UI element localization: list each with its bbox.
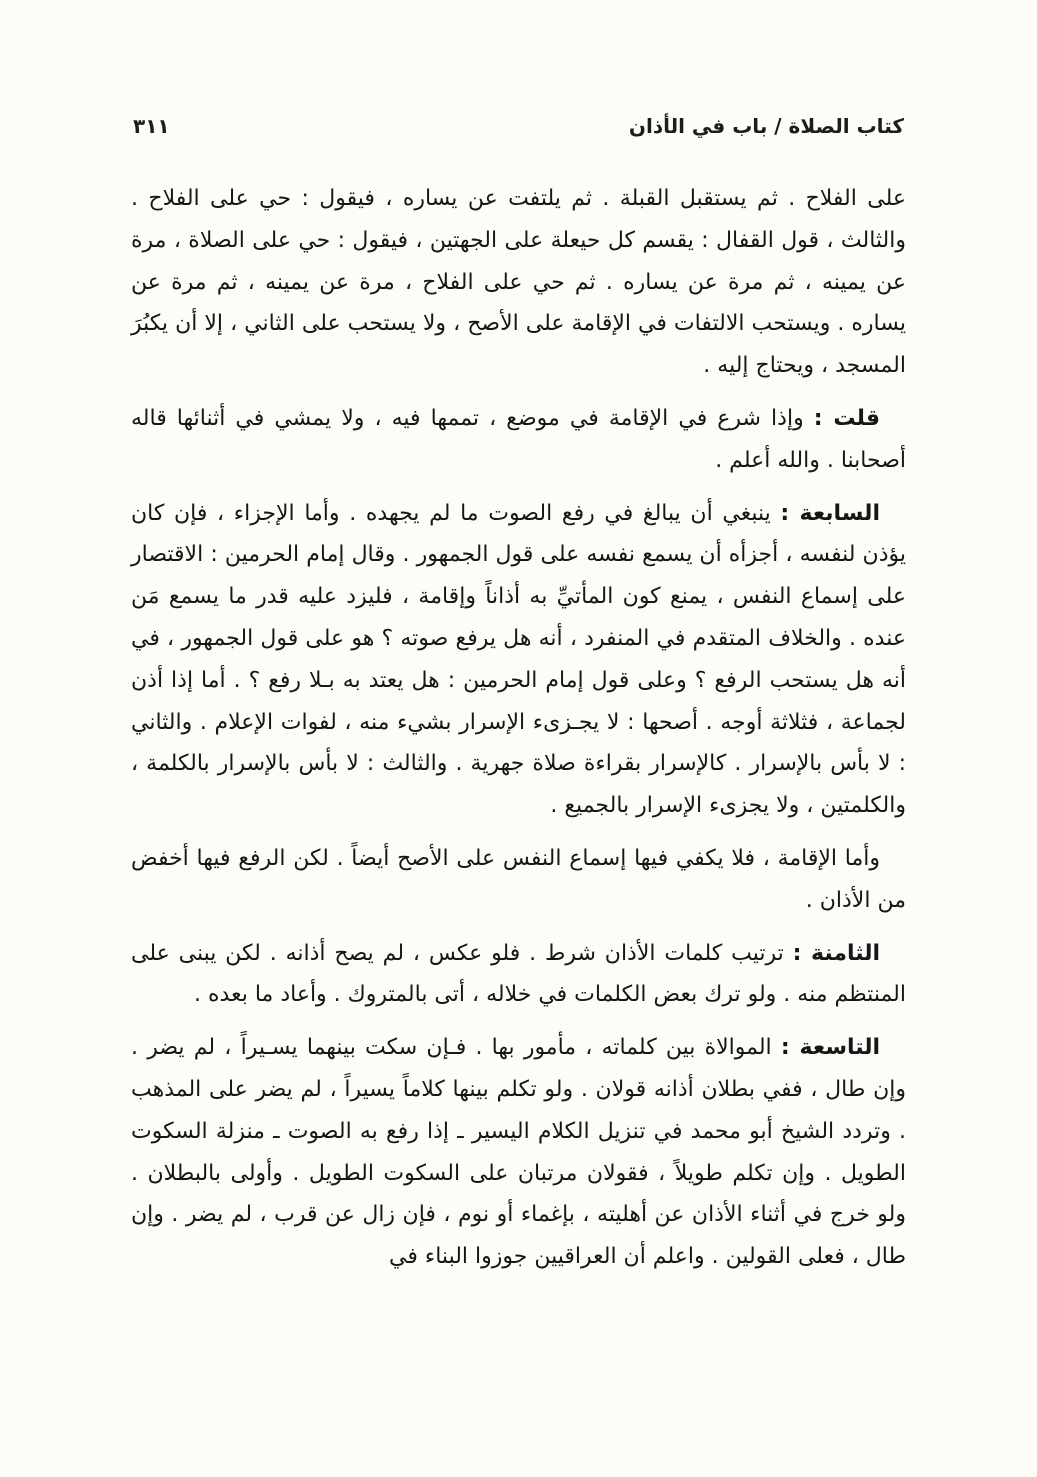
paragraph-text: ترتيب كلمات الأذان شرط . فلو عكس ، لم يصح أذانه . لكن يبنى على المنتظم منه . ولو ترك بعض الكلمات في خلاله ، أتى بالمتروك . وأعاد ما بعده . [131,940,906,1008]
paragraph-text: وإذا شرع في الإقامة في موضع ، تممها فيه ، ولا يمشي في أثنائها قاله أصحابنا . والله أعلم . [131,405,906,473]
paragraph-text: الموالاة بين كلماته ، مأمور بها . فـإن سكت بينهما يسـيراً ، لم يضر . وإن طال ، ففي بطلان أذانه قولان . ولو تكلم بينها كلاماً يسيراً ، لم يضر على المذهب . وتردد الشيخ أبو محمد في تنزيل الكلام اليسير ـ إذا رفع به الصوت ـ منزلة السكوت الطويل . وإن تكلم طويلاً ، فقولان مرتبان على السكوت الطويل . وأولى بالبطلان . ولو خرج في أثناء الأذان عن أهليته ، بإغماء أو نوم ، فإن زال عن قرب ، لم يضر . وإن طال ، فعلى القولين . واعلم أن العراقيين جوزوا البناء في [131,1035,906,1270]
running-head: كتاب الصلاة / باب في الأذان [628,114,904,138]
paragraph-text: وأما الإقامة ، فلا يكفي فيها إسماع النفس على الأصح أيضاً . لكن الرفع فيها أخفض من الأذان . [131,845,906,913]
paragraph [131,838,906,922]
paragraph-lead: التاسعة : [780,1035,880,1061]
paragraph [131,1027,906,1278]
paragraph-lead: السابعة : [780,500,880,526]
paragraph-lead: الثامنة : [792,940,880,966]
paragraph [131,398,906,482]
paragraph [131,933,906,1017]
paragraph-lead: قلت : [813,405,880,431]
paragraph-text: على الفلاح . ثم يستقبل القبلة . ثم يلتفت عن يساره ، فيقول : حي على الفلاح . والثالث ، قول القفال : يقسم كل حيعلة على الجهتين ، فيقول : حي على الصلاة ، مرة عن يمينه ، ثم مرة عن يساره . ثم حي على الفلاح ، مرة عن يمينه ، ثم مرة عن يساره . ويستحب الالتفات في الإقامة على الأصح ، ولا يستحب على الثاني ، إلا أن يكبُرَ المسجد ، ويحتاج إليه . [131,186,906,379]
page-body [131,178,906,1289]
paragraph [131,493,906,827]
paragraph-text: ينبغي أن يبالغ في رفع الصوت ما لم يجهده . وأما الإجزاء ، فإن كان يؤذن لنفسه ، أجزأه أن يسمع نفسه على قول الجمهور . وقال إمام الحرمين : الاقتصار على إسماع النفس ، يمنع كون المأتيِّ به أذاناً وإقامة ، فليزد عليه قدر ما يسمع مَن عنده . والخلاف المتقدم في المنفرد ، أنه هل يرفع صوته ؟ هو على قول الجمهور ، في أنه هل يستحب الرفع ؟ وعلى قول إمام الحرمين : هل يعتد به بـلا رفع ؟ . أما إذا أذن لجماعة ، فثلاثة أوجه . أصحها : لا يجـزىء الإسرار بشيء منه ، لفوات الإعلام . والثاني : لا بأس بالإسرار . كالإسرار بقراءة صلاة جهرية . والثالث : لا بأس بالإسرار بالكلمة ، والكلمتين ، ولا يجزىء الإسرار بالجميع . [131,500,906,819]
page-number: ٣١١ [133,114,170,138]
paragraph [131,178,906,387]
page-header [133,114,904,138]
